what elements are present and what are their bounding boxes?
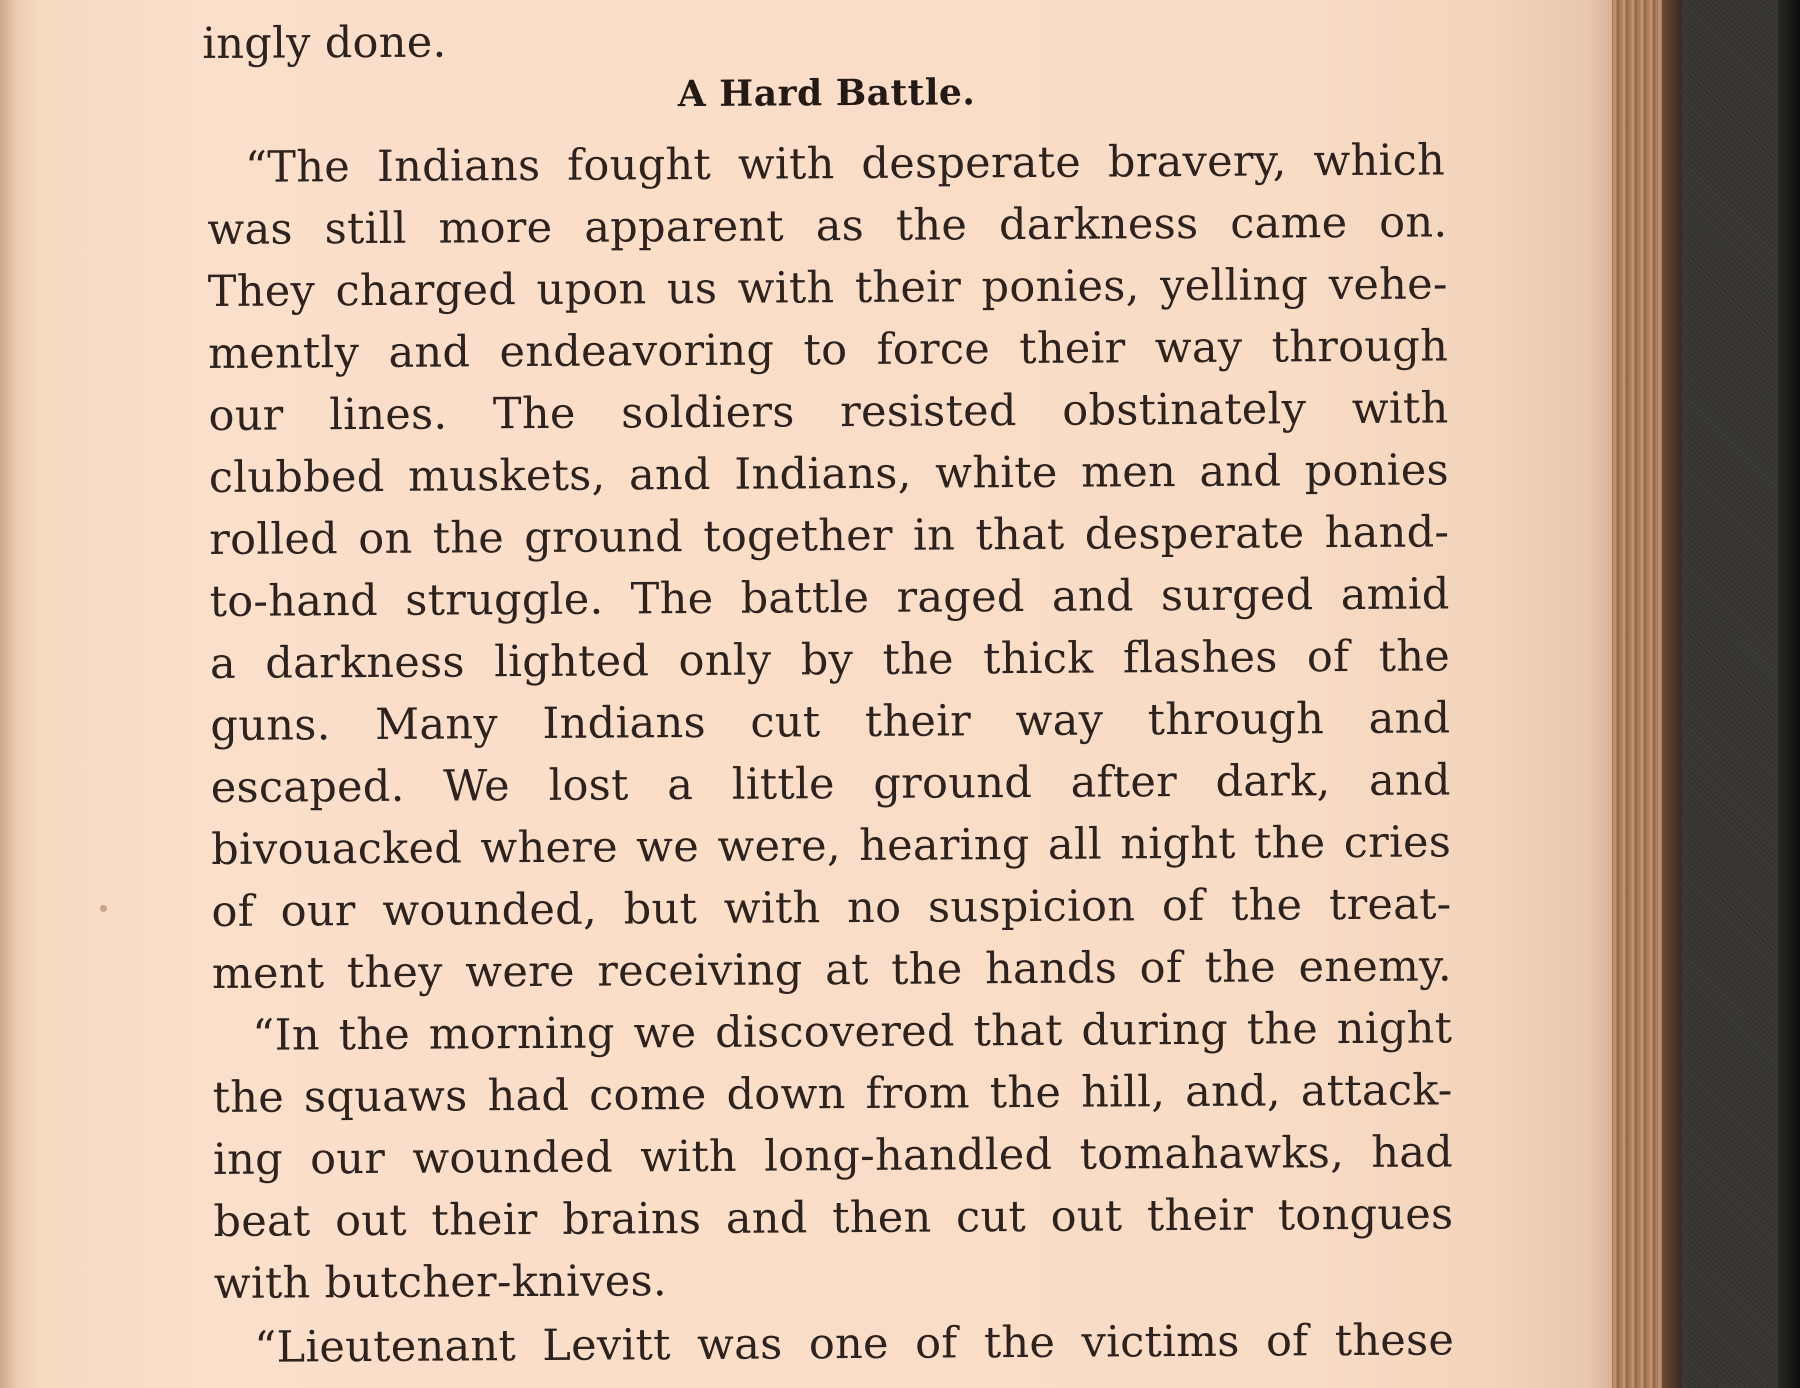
text-line: rolled on the ground together in that desperate hand- [209, 507, 1450, 565]
text-line: our lines. The soldiers resisted obstinately with [208, 383, 1449, 441]
text-line: the squaws had come down from the hill, and, attack- [212, 1065, 1453, 1123]
text-line: guns. Many Indians cut their way through and [210, 693, 1451, 751]
text-line: a darkness lighted only by the thick flashes of the [209, 631, 1451, 689]
text-line: was still more apparent as the darkness came on. [207, 197, 1448, 255]
text-line: “The Indians fought with desperate bravery, which [244, 135, 1446, 193]
text-line: to-hand struggle. The battle raged and surged amid [209, 569, 1450, 627]
cloth-book-cover [1682, 0, 1778, 1388]
text-line: escaped. We lost a little ground after dark, and [210, 755, 1451, 813]
page-gutter-shadow [0, 0, 16, 1388]
cover-board-edge [1662, 0, 1682, 1388]
text-line: ment they were receiving at the hands of the enemy. [211, 941, 1453, 999]
text-line: clubbed muskets, and Indians, white men and ponies [208, 445, 1450, 503]
text-line: bivouacked where we were, hearing all night the cries [211, 817, 1452, 875]
section-heading: A Hard Battle. [677, 71, 976, 116]
text-line: of our wounded, but with no suspicion of the treat- [211, 879, 1452, 937]
text-line: ing our wounded with long-handled tomahawks, had [212, 1127, 1454, 1185]
text-line: “In the morning we discovered that during the night [252, 1003, 1453, 1061]
text-line: ingly done. [202, 17, 447, 70]
text-line: beat out their brains and then cut out their tongues [213, 1189, 1454, 1247]
text-line: “Lieutenant Levitt was one of the victims of these [254, 1315, 1455, 1373]
text-line: with butcher-knives. [213, 1256, 667, 1309]
text-line: mently and endeavoring to force their way through [208, 321, 1449, 379]
page-fore-edges [1612, 0, 1662, 1388]
cover-shadow [1778, 0, 1800, 1388]
page-smudge [100, 905, 107, 912]
text-line: They charged upon us with their ponies, yelling vehe- [207, 259, 1448, 317]
